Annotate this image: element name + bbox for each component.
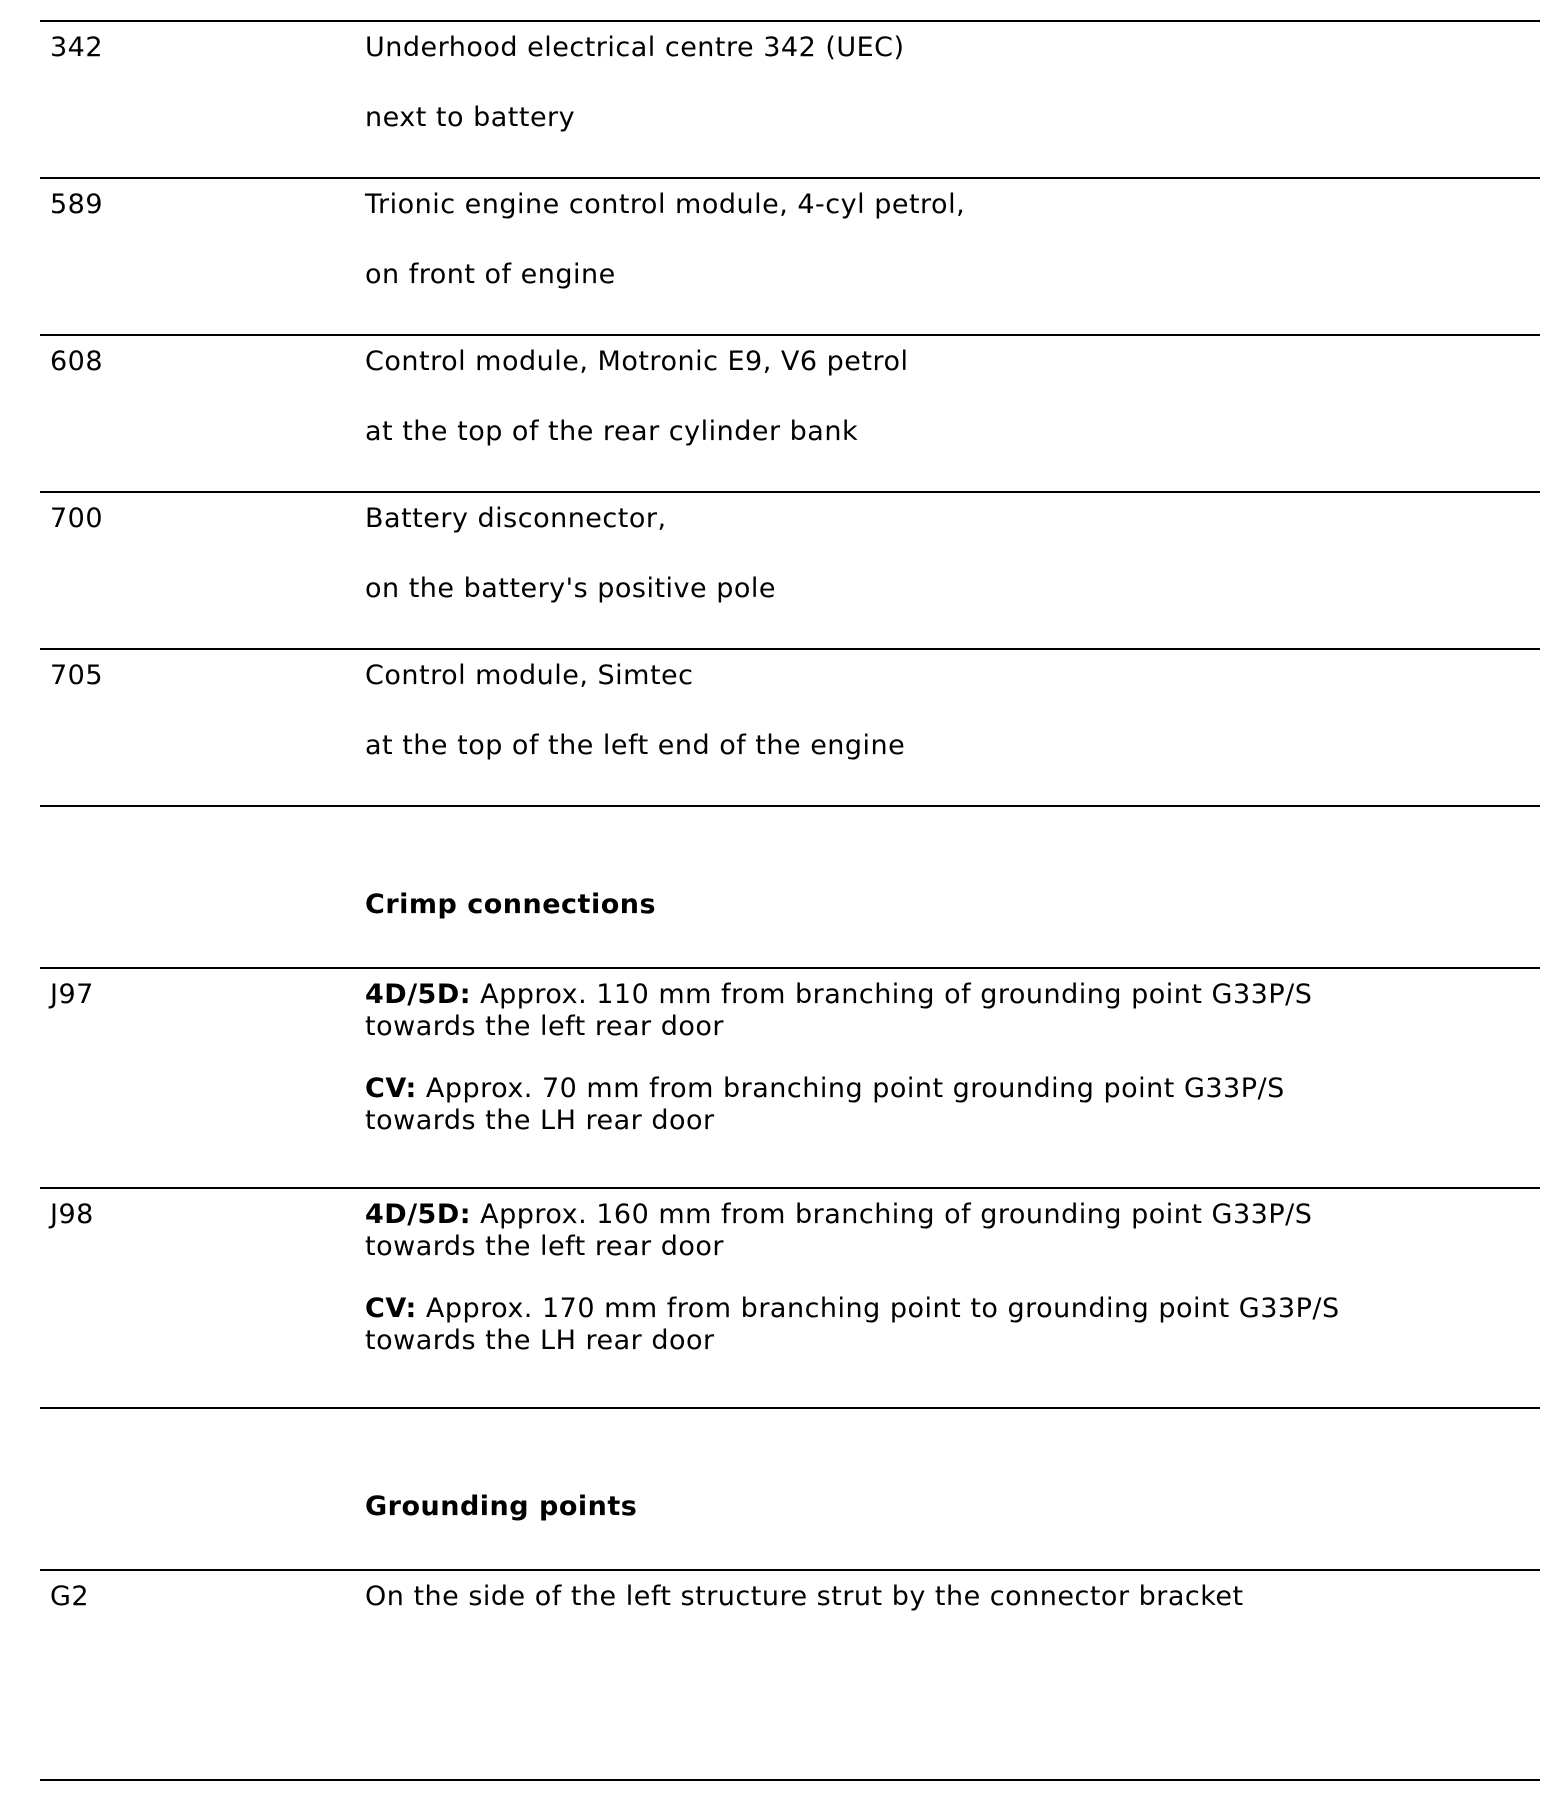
table-row [40,336,1540,491]
crimp-variant-4d5d [365,1199,1365,1263]
crimp-variant-cv [365,1073,1365,1137]
crimp-variant-cv [365,1293,1365,1357]
variant-text: Approx. 170 mm from branching point to grounding point G33P/S towards the LH rear door [365,1293,1340,1356]
document-page [40,20,1540,1781]
grounding-code: G2 [50,1581,90,1612]
variant-text: Approx. 160 mm from branching of grounding point G33P/S towards the left rear door [365,1199,1313,1262]
grounding-location: On the side of the left structure strut by the connector bracket [365,1581,1244,1612]
variant-label: 4D/5D: [365,979,472,1010]
component-code: 589 [50,189,104,220]
component-code: 700 [50,503,104,534]
crimp-description [365,979,1365,1137]
component-location: next to battery [365,102,576,133]
crimp-code: J98 [50,1199,94,1230]
component-name: Trionic engine control module, 4-cyl petrol, [365,189,966,220]
section-heading-crimp [40,807,1540,967]
component-description [365,32,1365,134]
component-description [365,346,1365,448]
crimp-description [365,1199,1365,1357]
component-name: Underhood electrical centre 342 (UEC) [365,32,905,63]
section-heading-grounding [40,1409,1540,1569]
component-name: Control module, Simtec [365,660,694,691]
grounding-description [365,1581,1365,1613]
component-code: 342 [50,32,104,63]
table-row [40,493,1540,648]
crimp-code: J97 [50,979,94,1010]
table-row [40,1189,1540,1407]
table-row [40,22,1540,177]
variant-text: Approx. 70 mm from branching point grounding point G33P/S towards the LH rear door [365,1073,1285,1136]
table-row [40,650,1540,805]
table-row [40,1571,1540,1779]
component-code: 705 [50,660,104,691]
variant-label: CV: [365,1293,417,1324]
table-row [40,179,1540,334]
component-location: on the battery's positive pole [365,573,776,604]
table-row [40,969,1540,1187]
section-title: Grounding points [365,1491,638,1522]
component-location: at the top of the left end of the engine [365,730,906,761]
component-location: on front of engine [365,259,616,290]
component-name: Battery disconnector, [365,503,667,534]
component-description [365,189,1365,291]
variant-text: Approx. 110 mm from branching of grounding point G33P/S towards the left rear door [365,979,1313,1042]
component-description [365,503,1365,605]
variant-label: CV: [365,1073,417,1104]
component-name: Control module, Motronic E9, V6 petrol [365,346,909,377]
variant-label: 4D/5D: [365,1199,472,1230]
divider [40,1779,1540,1781]
crimp-variant-4d5d [365,979,1365,1043]
component-location: at the top of the rear cylinder bank [365,416,859,447]
component-description [365,660,1365,762]
section-title: Crimp connections [365,889,657,920]
component-code: 608 [50,346,104,377]
